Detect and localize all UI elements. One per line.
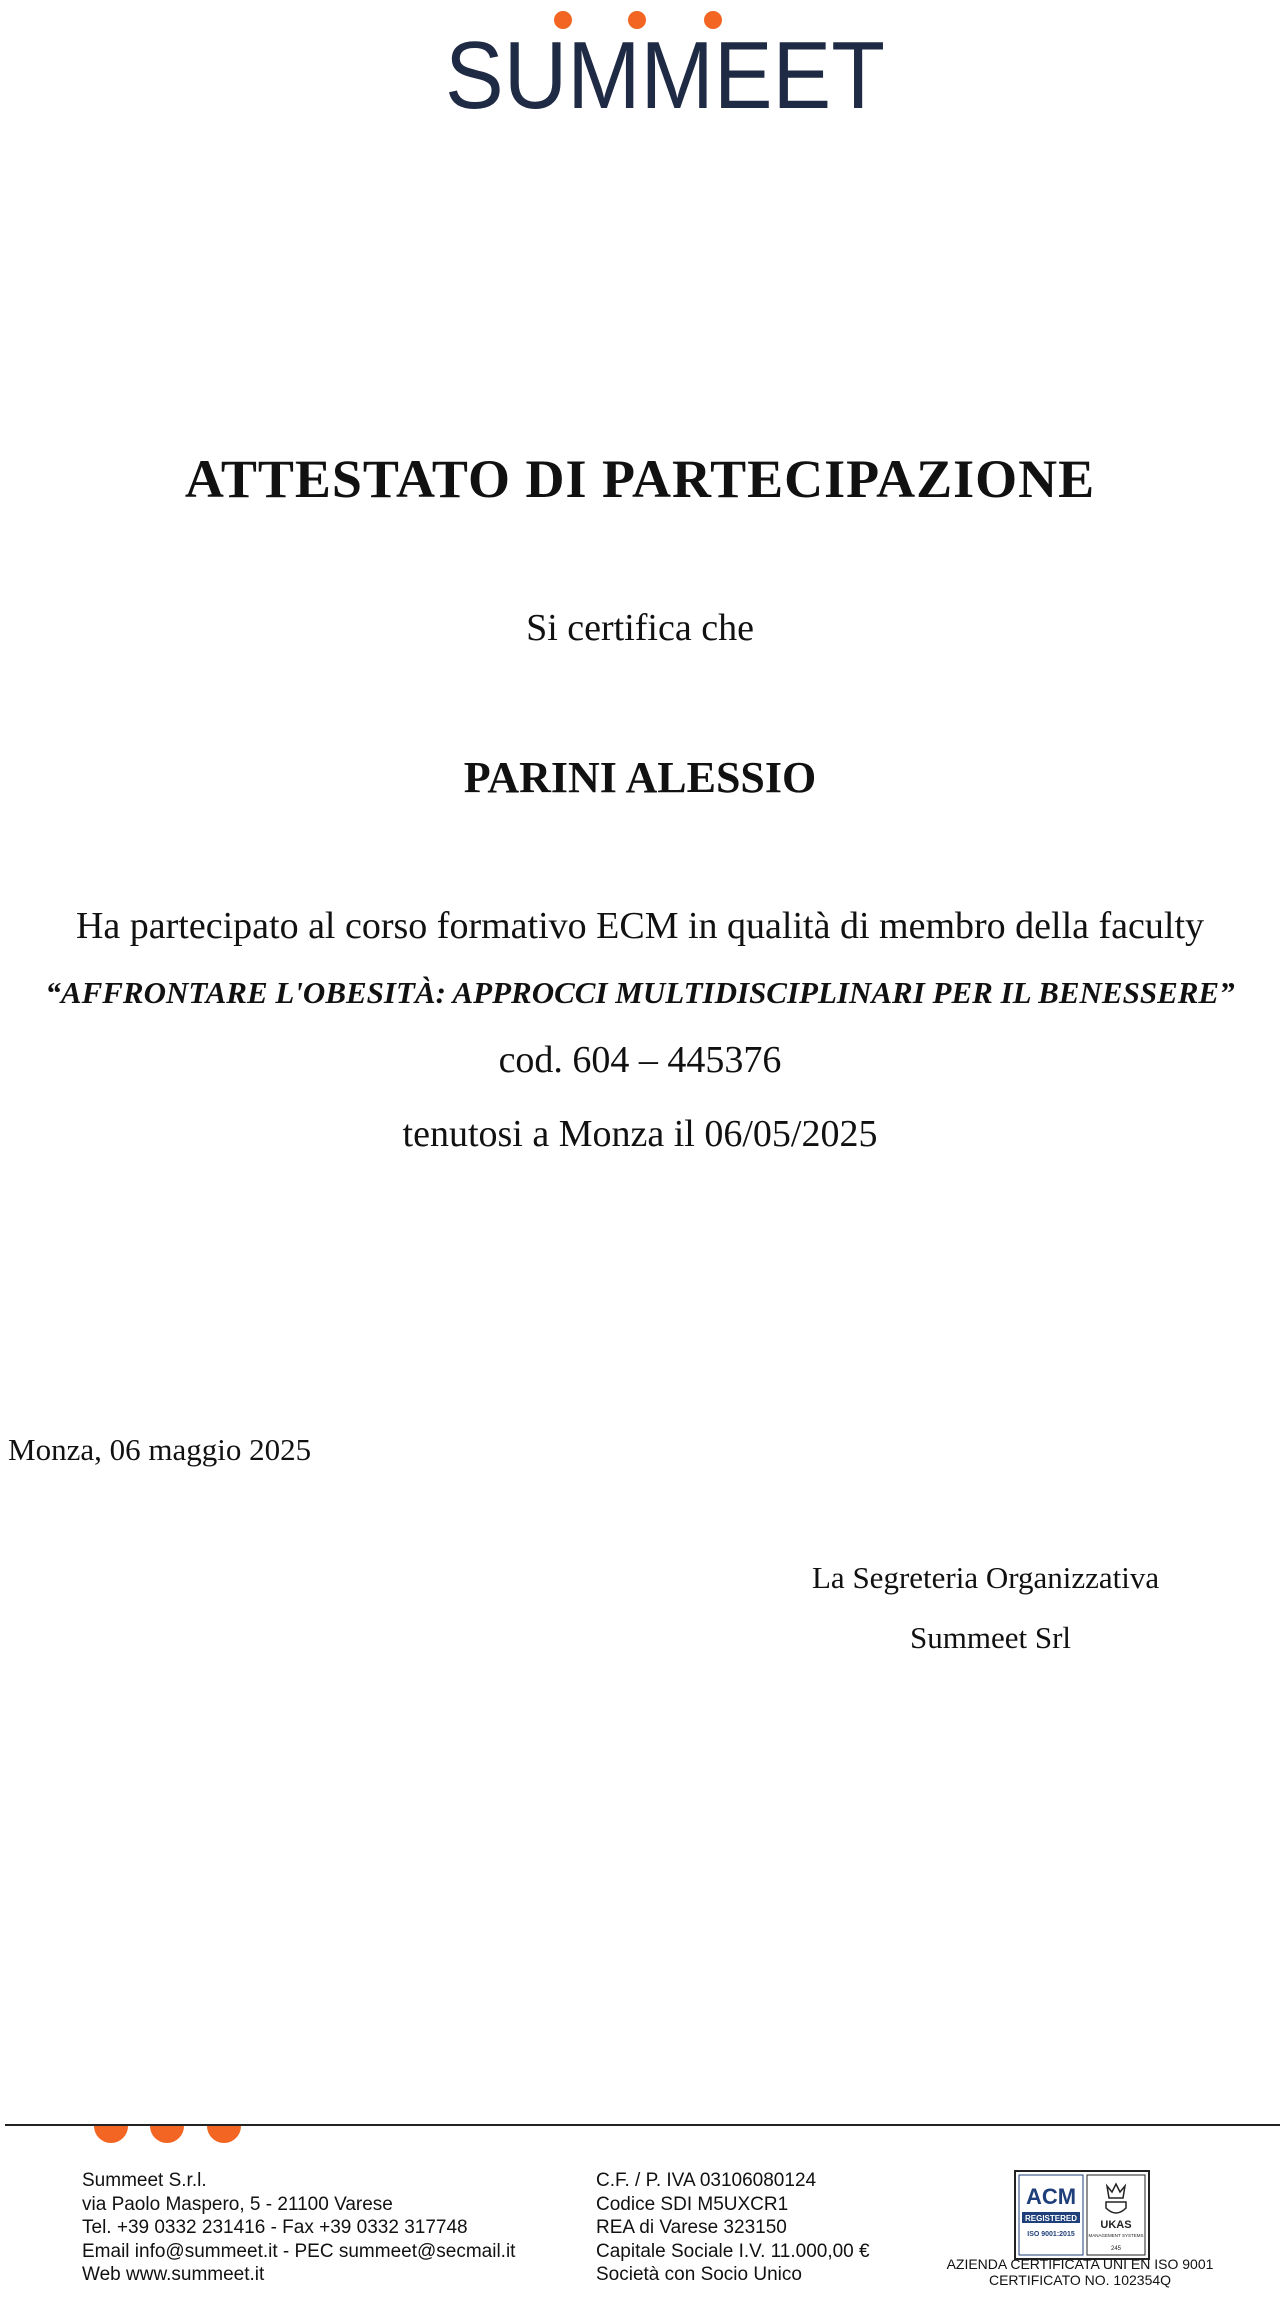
course-title: “AFFRONTARE L'OBESITÀ: APPROCCI MULTIDISCIPLINARI PER IL BENESSERE”: [45, 975, 1235, 1010]
footer-dot-1: [94, 2126, 128, 2143]
footer-legal-line: Società con Socio Unico: [596, 2264, 802, 2285]
signature-company: Summeet Srl: [910, 1620, 1072, 1655]
certification-line: CERTIFICATO NO. 102354Q: [988, 2272, 1172, 2288]
svg-text:UKAS: UKAS: [1100, 2219, 1132, 2231]
svg-text:MANAGEMENT SYSTEMS: MANAGEMENT SYSTEMS: [1088, 2233, 1144, 2238]
logo-text: SUMMEET: [445, 22, 885, 118]
svg-text:REGISTERED: REGISTERED: [1024, 2214, 1078, 2223]
summeet-logo-graphic: [440, 8, 890, 118]
footer-divider: [5, 2124, 1280, 2126]
certification-text: [930, 2256, 1230, 2288]
footer-company-line: Email info@summeet.it - PEC summeet@secmail.it: [82, 2240, 516, 2262]
course-code: cod. 604 – 445376: [498, 1039, 782, 1081]
footer-company-info: [82, 2169, 515, 2287]
footer-legal-line: Capitale Sociale I.V. 11.000,00 €: [596, 2240, 870, 2262]
footer-dot-2: [150, 2126, 184, 2143]
footer-company-line: Summeet S.r.l.: [82, 2170, 207, 2191]
participation-line: Ha partecipato al corso formativo ECM in qualità di membro della faculty: [75, 905, 1205, 947]
certify-line: Si certifica che: [526, 607, 754, 649]
footer-company-line: Tel. +39 0332 231416 - Fax +39 0332 317748: [82, 2217, 468, 2238]
certificate-title: ATTESTATO DI PARTECIPAZIONE: [184, 449, 1096, 509]
footer-legal-info: [596, 2169, 870, 2287]
held-line: tenutosi a Monza il 06/05/2025: [402, 1113, 878, 1155]
footer-company-line: Web www.summeet.it: [82, 2264, 265, 2285]
footer-legal-line: Codice SDI M5UXCR1: [596, 2193, 789, 2215]
participant-name: PARINI ALESSIO: [463, 753, 817, 802]
svg-text:245: 245: [1110, 2246, 1122, 2252]
summeet-logo: [440, 8, 890, 118]
certification-line: AZIENDA CERTIFICATA UNI EN ISO 9001: [946, 2256, 1214, 2272]
footer-dot-3: [207, 2126, 241, 2143]
svg-text:ACM: ACM: [1025, 2184, 1077, 2209]
place-date: Monza, 06 maggio 2025: [8, 1432, 312, 1467]
signature-department: La Segreteria Organizzativa: [812, 1560, 1160, 1595]
certification-badge: [1014, 2170, 1150, 2260]
footer-company-line: via Paolo Maspero, 5 - 21100 Varese: [82, 2193, 393, 2215]
footer-legal-line: C.F. / P. IVA 03106080124: [596, 2170, 817, 2191]
footer-legal-line: REA di Varese 323150: [596, 2217, 787, 2238]
svg-text:ISO 9001:2015: ISO 9001:2015: [1027, 2231, 1075, 2238]
acm-ukas-badge-icon: [1014, 2170, 1150, 2260]
